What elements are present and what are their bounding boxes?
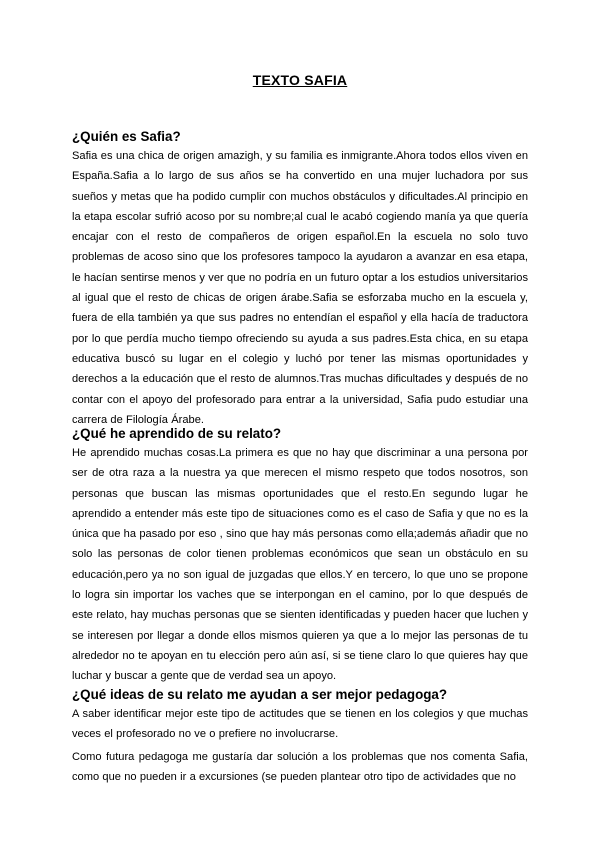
section-who-is-safia	[72, 128, 528, 430]
section-paragraph: Como futura pedagoga me gustaría dar solución a los problemas que nos comenta Safia, como que no pueden ir a excursiones (se pueden plantear otro tipo de actividades que no	[72, 750, 528, 783]
section-heading: ¿Qué ideas de su relato me ayudan a ser mejor pedagoga?	[72, 687, 448, 702]
section-heading: ¿Qué he aprendido de su relato?	[72, 426, 282, 441]
document-title: TEXTO SAFIA	[252, 72, 348, 88]
section-pedagogy-ideas	[72, 686, 528, 787]
section-paragraph: Safia es una chica de origen amazigh, y su familia es inmigrante.Ahora todos ellos viven en España.Safia a lo largo de sus años se ha convertido en una mujer luchadora por sus sueños y metas que ha podido cumplir con muchos obstáculos y dificultades.Al principio en la etapa escolar sufrió acoso por su nombre;al cual le acabó cogiendo manía ya que quería encajar con el resto de compañeros de origen español.En la escuela no solo tuvo problemas de acoso sino que los profesores tampoco la ayudaron a avanzar en esa etapa, le hacían sentirse menos y ver que no podría en un futuro optar a los estudios universitarios al igual que el resto de chicas de origen árabe.Safia se esforzaba mucho en la escuela y, fuera de ella también ya que sus padres no entendían el español y ella hacía de traductora por lo que perdía mucho tiempo ofreciendo su ayuda a sus padres.Esta chica, en su etapa educativa buscó su lugar en el colegio y luchó por tener las mismas oportunidades y derechos a la educación que el resto de alumnos.Tras muchas dificultades y después de no contar con el apoyo del profesorado para entrar a la universidad, Safia pudo estudiar una carrera de Filología Árabe.	[72, 150, 528, 426]
section-what-i-learned	[72, 425, 528, 687]
section-heading: ¿Quién es Safia?	[72, 129, 181, 144]
section-paragraph: A saber identificar mejor este tipo de actitudes que se tienen en los colegios y que muchas veces el profesorado no ve o prefiere no involucrarse.	[72, 708, 528, 741]
section-paragraph: He aprendido muchas cosas.La primera es que no hay que discriminar a una persona por ser de otra raza a la nuestra ya que merecen el mismo respeto que todos nosotros, son personas que buscan las mismas oportunidades que el resto.En segundo lugar he aprendido a entender más este tipo de situaciones como es el caso de Safia y que no es la única que ha pasado por eso , sino que hay más personas como ella;además añadir que no solo las personas de color tienen problemas económicos que sean un obstáculo en su educación,pero ya no son igual de juzgadas que ellos.Y en tercero, lo que uno se propone lo logra sin importar los vaches que se interpongan en el camino, por lo que después de este relato, hay muchas personas que se sienten identificadas y pueden hacer que luchen y se interesen por llegar a donde ellos mismos quieren ya que a lo mejor las personas de tu alrededor no te apoyan en tu elección pero aún así, si se tiene claro lo que quieres hay que luchar y buscar a gente que de verdad sea un apoyo.	[72, 447, 528, 683]
